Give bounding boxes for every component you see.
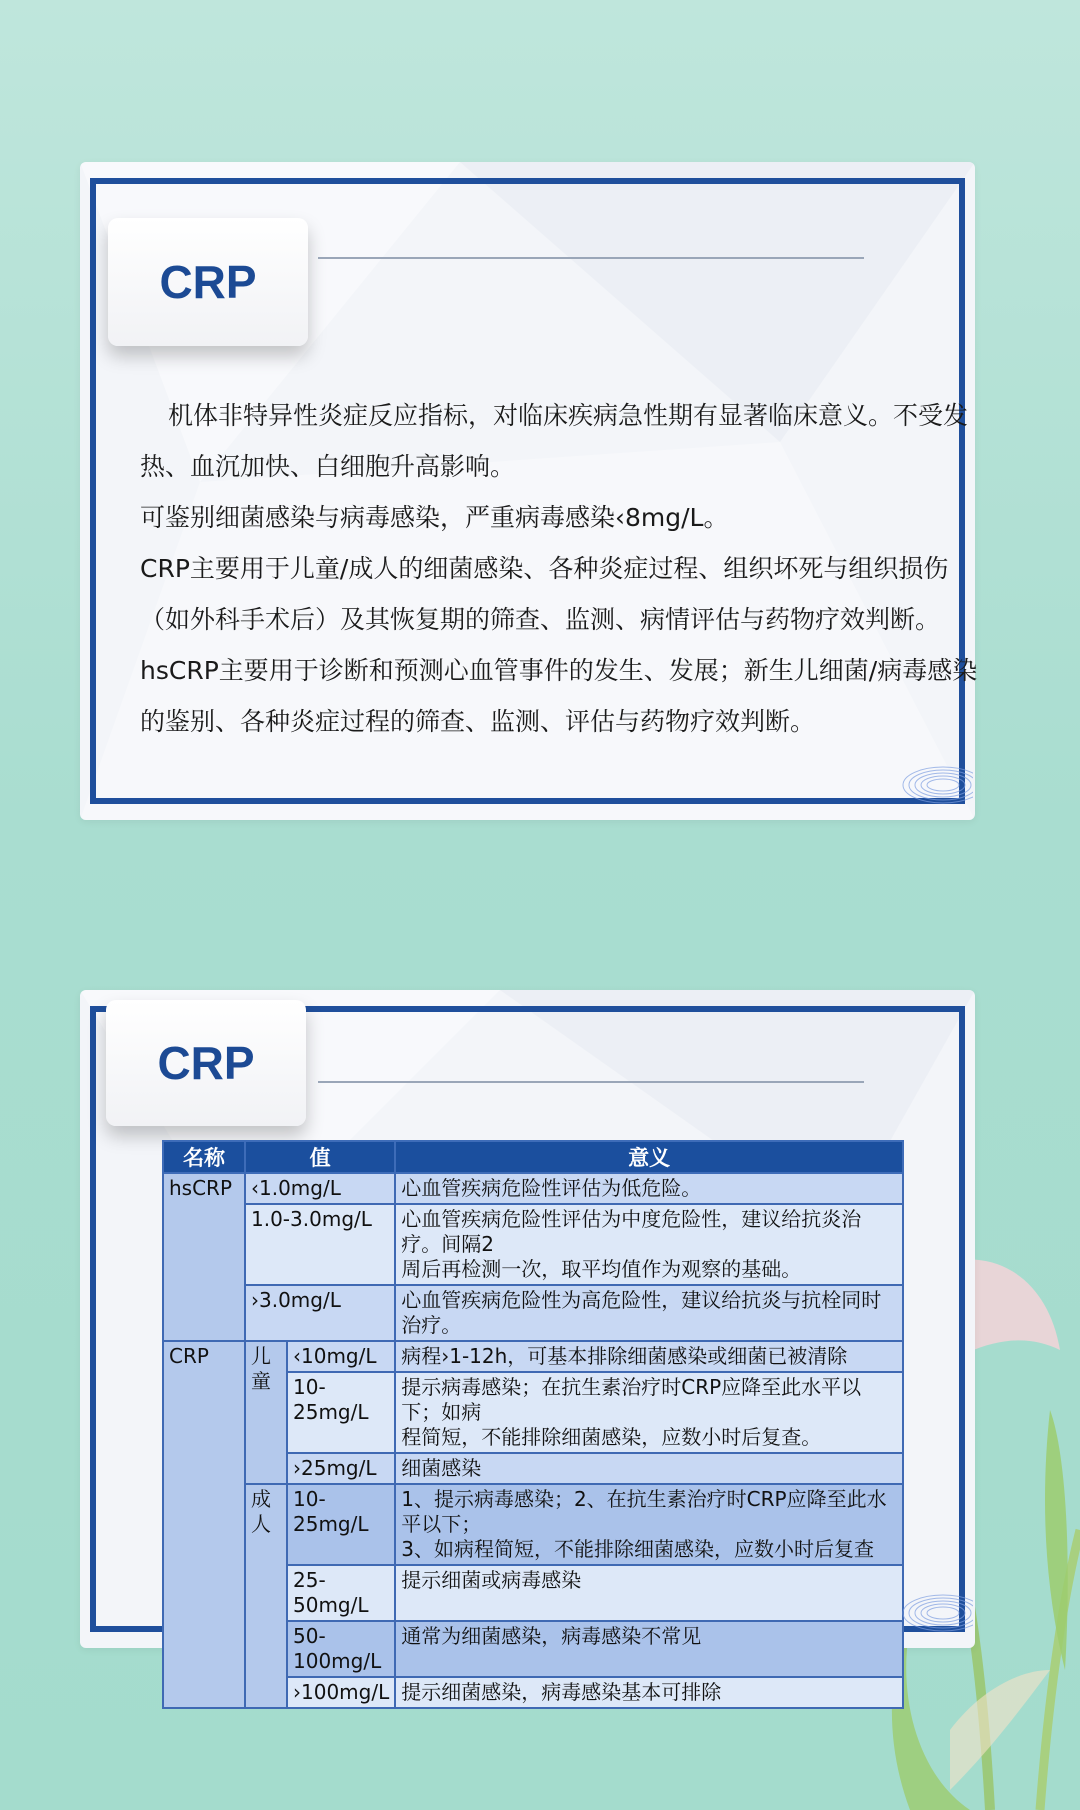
paragraph-line: 机体非特异性炎症反应指标，对临床疾病急性期有显著临床意义。不受发 <box>168 401 969 430</box>
swirl-decoration <box>873 730 973 820</box>
title-divider <box>318 1081 864 1083</box>
crp-reference-table <box>162 1140 904 1709</box>
value-cell: ‹1.0mg/L <box>245 1173 395 1204</box>
crp-reference-card <box>80 990 975 1704</box>
table-row <box>163 1484 903 1565</box>
group-label: 儿 <box>251 1344 271 1368</box>
value-cell: ›3.0mg/L <box>245 1285 395 1341</box>
paragraph-line: 热、血沉加快、白细胞升高影响。 <box>140 452 516 481</box>
paragraph-line: hsCRP主要用于诊断和预测心血管事件的发生、发展；新生儿细菌/病毒感染 <box>140 656 978 685</box>
meaning-cell: 心血管疾病危险性为高危险性，建议给抗炎与抗栓同时治疗。 <box>395 1285 903 1341</box>
meaning-line: 1、提示病毒感染；2、在抗生素治疗时CRP应降至此水平以下； <box>401 1487 887 1536</box>
table-row <box>163 1173 903 1204</box>
value-cell: ›25mg/L <box>287 1453 395 1484</box>
title-divider <box>318 257 864 259</box>
table-row <box>163 1285 903 1341</box>
meaning-cell <box>395 1204 903 1285</box>
meaning-cell: 通常为细菌感染，病毒感染不常见 <box>395 1621 903 1677</box>
meaning-line: 3、如病程简短，不能排除细菌感染，应数小时后复查 <box>401 1537 874 1561</box>
meaning-cell: 提示细菌感染，病毒感染基本可排除 <box>395 1677 903 1708</box>
card-title-box <box>108 218 308 346</box>
card-title-box <box>106 1000 306 1126</box>
meaning-cell: 细菌感染 <box>395 1453 903 1484</box>
meaning-line: 提示病毒感染；在抗生素治疗时CRP应降至此水平以下；如病 <box>401 1375 862 1424</box>
meaning-line: 周后再检测一次，取平均值作为观察的基础。 <box>401 1257 802 1281</box>
meaning-cell <box>395 1484 903 1565</box>
group-cell-adult <box>245 1484 287 1708</box>
table-row <box>163 1204 903 1285</box>
value-cell: 50-100mg/L <box>287 1621 395 1677</box>
card-title: CRP <box>157 1037 255 1089</box>
value-cell: ‹10mg/L <box>287 1341 395 1372</box>
meaning-line: 心血管疾病危险性评估为中度危险性，建议给抗炎治疗。间隔2 <box>401 1207 862 1256</box>
card-title: CRP <box>159 256 257 308</box>
header-meaning: 意义 <box>395 1141 903 1173</box>
group-cell-child <box>245 1341 287 1484</box>
meaning-cell: 提示细菌或病毒感染 <box>395 1565 903 1621</box>
value-cell: 25-50mg/L <box>287 1565 395 1621</box>
meaning-cell: 病程›1-12h，可基本排除细菌感染或细菌已被清除 <box>395 1341 903 1372</box>
value-cell: 10-25mg/L <box>287 1372 395 1453</box>
paragraph-line: 的鉴别、各种炎症过程的筛查、监测、评估与药物疗效判断。 <box>140 707 816 736</box>
header-name: 名称 <box>163 1141 245 1173</box>
swirl-decoration <box>873 1558 973 1648</box>
meaning-line: 程简短，不能排除细菌感染，应数小时后复查。 <box>401 1425 822 1449</box>
value-cell: 10-25mg/L <box>287 1484 395 1565</box>
description-text <box>140 390 978 747</box>
group-label: 人 <box>251 1512 271 1536</box>
paragraph-line: 可鉴别细菌感染与病毒感染，严重病毒感染‹8mg/L。 <box>140 503 729 532</box>
meaning-cell <box>395 1372 903 1453</box>
table-header-row <box>163 1141 903 1173</box>
header-value: 值 <box>245 1141 395 1173</box>
paragraph-line: CRP主要用于儿童/成人的细菌感染、各种炎症过程、组织坏死与组织损伤 <box>140 554 949 583</box>
value-cell: 1.0-3.0mg/L <box>245 1204 395 1285</box>
meaning-cell: 心血管疾病危险性评估为低危险。 <box>395 1173 903 1204</box>
name-cell: CRP <box>163 1341 245 1708</box>
table-row <box>163 1341 903 1372</box>
name-cell: hsCRP <box>163 1173 245 1341</box>
group-label: 童 <box>251 1369 271 1393</box>
crp-description-card <box>80 162 978 820</box>
group-label: 成 <box>251 1487 271 1511</box>
paragraph-line: （如外科手术后）及其恢复期的筛查、监测、病情评估与药物疗效判断。 <box>140 605 941 634</box>
value-cell: ›100mg/L <box>287 1677 395 1708</box>
